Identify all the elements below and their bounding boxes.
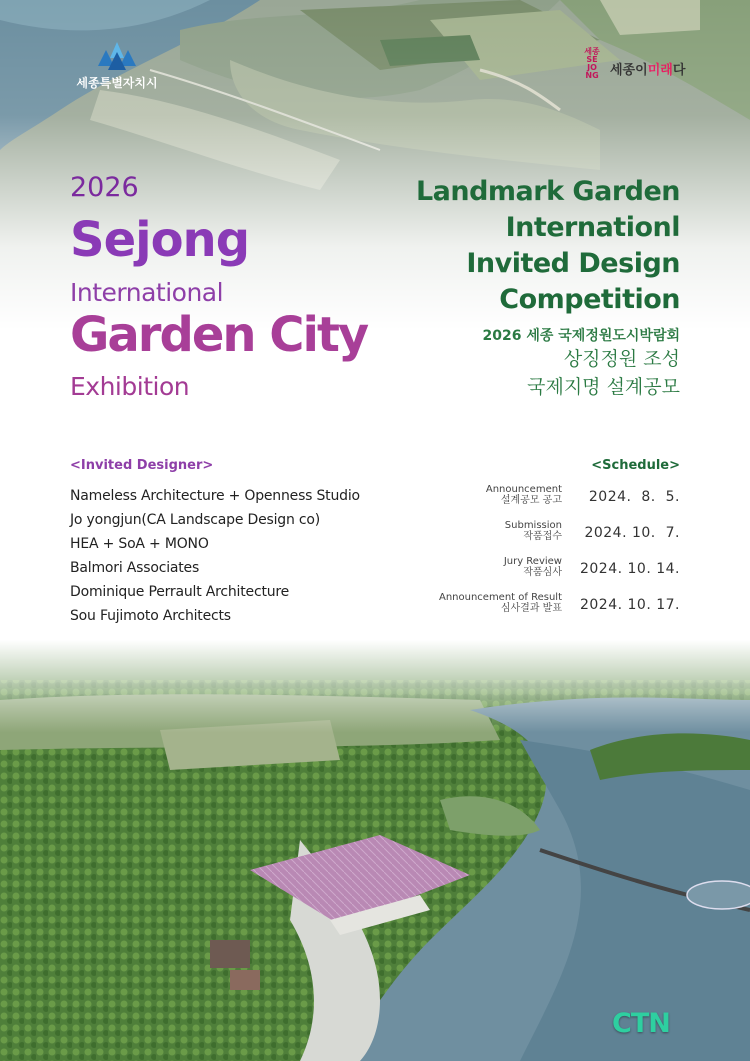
korean-title-line2: 상징정원 조성 [563,348,680,370]
slogan-main: 세종 [610,63,636,78]
schedule-list [380,484,680,628]
schedule-date: 2024. 10. 14. [579,561,680,577]
sejong-mountain-icon [92,42,142,72]
schedule-label-en: Announcement of Result [438,592,562,603]
sejong-vertical-mark [578,48,606,80]
title-exhibition: Exhibition [70,372,190,401]
schedule-label-en: Submission [504,520,562,531]
vertical-glyph: E [592,55,598,64]
vertical-glyph: 세 [584,47,592,56]
vertical-glyph: J [587,63,591,72]
sejong-slogan-logo [578,48,688,82]
schedule-label-kr: 설계공모 공고 [500,495,562,506]
schedule-label [486,484,562,506]
title-garden-city: Garden City [70,307,368,363]
schedule-row [380,592,680,628]
korean-title-line1: 2026 세종 국제정원도시박람회 [482,328,680,344]
slogan-emphasis: 미래 [647,63,673,78]
title-sejong: Sejong [70,212,250,268]
ctn-logo: CTN [612,1008,670,1039]
list-item: Nameless Architecture + Openness Studio [70,488,360,504]
schedule-label-kr: 작품접수 [523,531,562,542]
list-item: HEA + SoA + MONO [70,536,209,552]
schedule-date: 2024. 8. 5. [588,489,680,505]
schedule-row [380,520,680,556]
schedule-label-kr: 심사결과 발표 [500,603,562,614]
competition-title-line4: Competition [499,284,680,315]
sejong-city-logo [62,42,172,94]
sejong-city-name: 세종특별자치시 [76,76,158,90]
vertical-glyph: 종 [592,47,600,56]
competition-title-line1: Landmark Garden [415,176,680,207]
vertical-glyph: S [586,55,593,64]
designer-list [70,486,360,630]
schedule-label [505,520,562,542]
slogan-mid: 이 [635,63,648,78]
bottom-aerial-photo [0,640,750,1061]
vertical-glyph: O [590,63,597,72]
slogan-text [610,59,685,78]
schedule-row [380,484,680,520]
schedule-row [380,556,680,592]
korean-title-line3: 국제지명 설계공모 [527,376,680,398]
list-item: Sou Fujimoto Architects [70,608,231,624]
title-international: International [70,278,224,307]
schedule-label-en: Announcement [485,484,562,495]
schedule-label-kr: 작품심사 [523,567,562,578]
slogan-end: 다 [672,63,686,78]
schedule-label-en: Jury Review [503,556,562,567]
list-item: Balmori Associates [70,560,200,576]
schedule-label [439,592,562,614]
schedule-date: 2024. 10. 17. [579,597,680,613]
schedule-label [504,556,562,578]
schedule-date: 2024. 10. 7. [584,525,680,541]
list-item: Dominique Perrault Architecture [70,584,290,600]
list-item: Jo yongjun(CA Landscape Design co) [70,512,321,528]
competition-title-line2: Internationl [505,212,680,243]
vertical-glyph: N [585,71,593,80]
invited-designer-heading: <Invited Designer> [70,458,214,473]
title-year: 2026 [70,172,139,203]
competition-title-line3: Invited Design [466,248,680,279]
schedule-heading: <Schedule> [591,458,680,473]
vertical-glyph: G [592,71,599,80]
